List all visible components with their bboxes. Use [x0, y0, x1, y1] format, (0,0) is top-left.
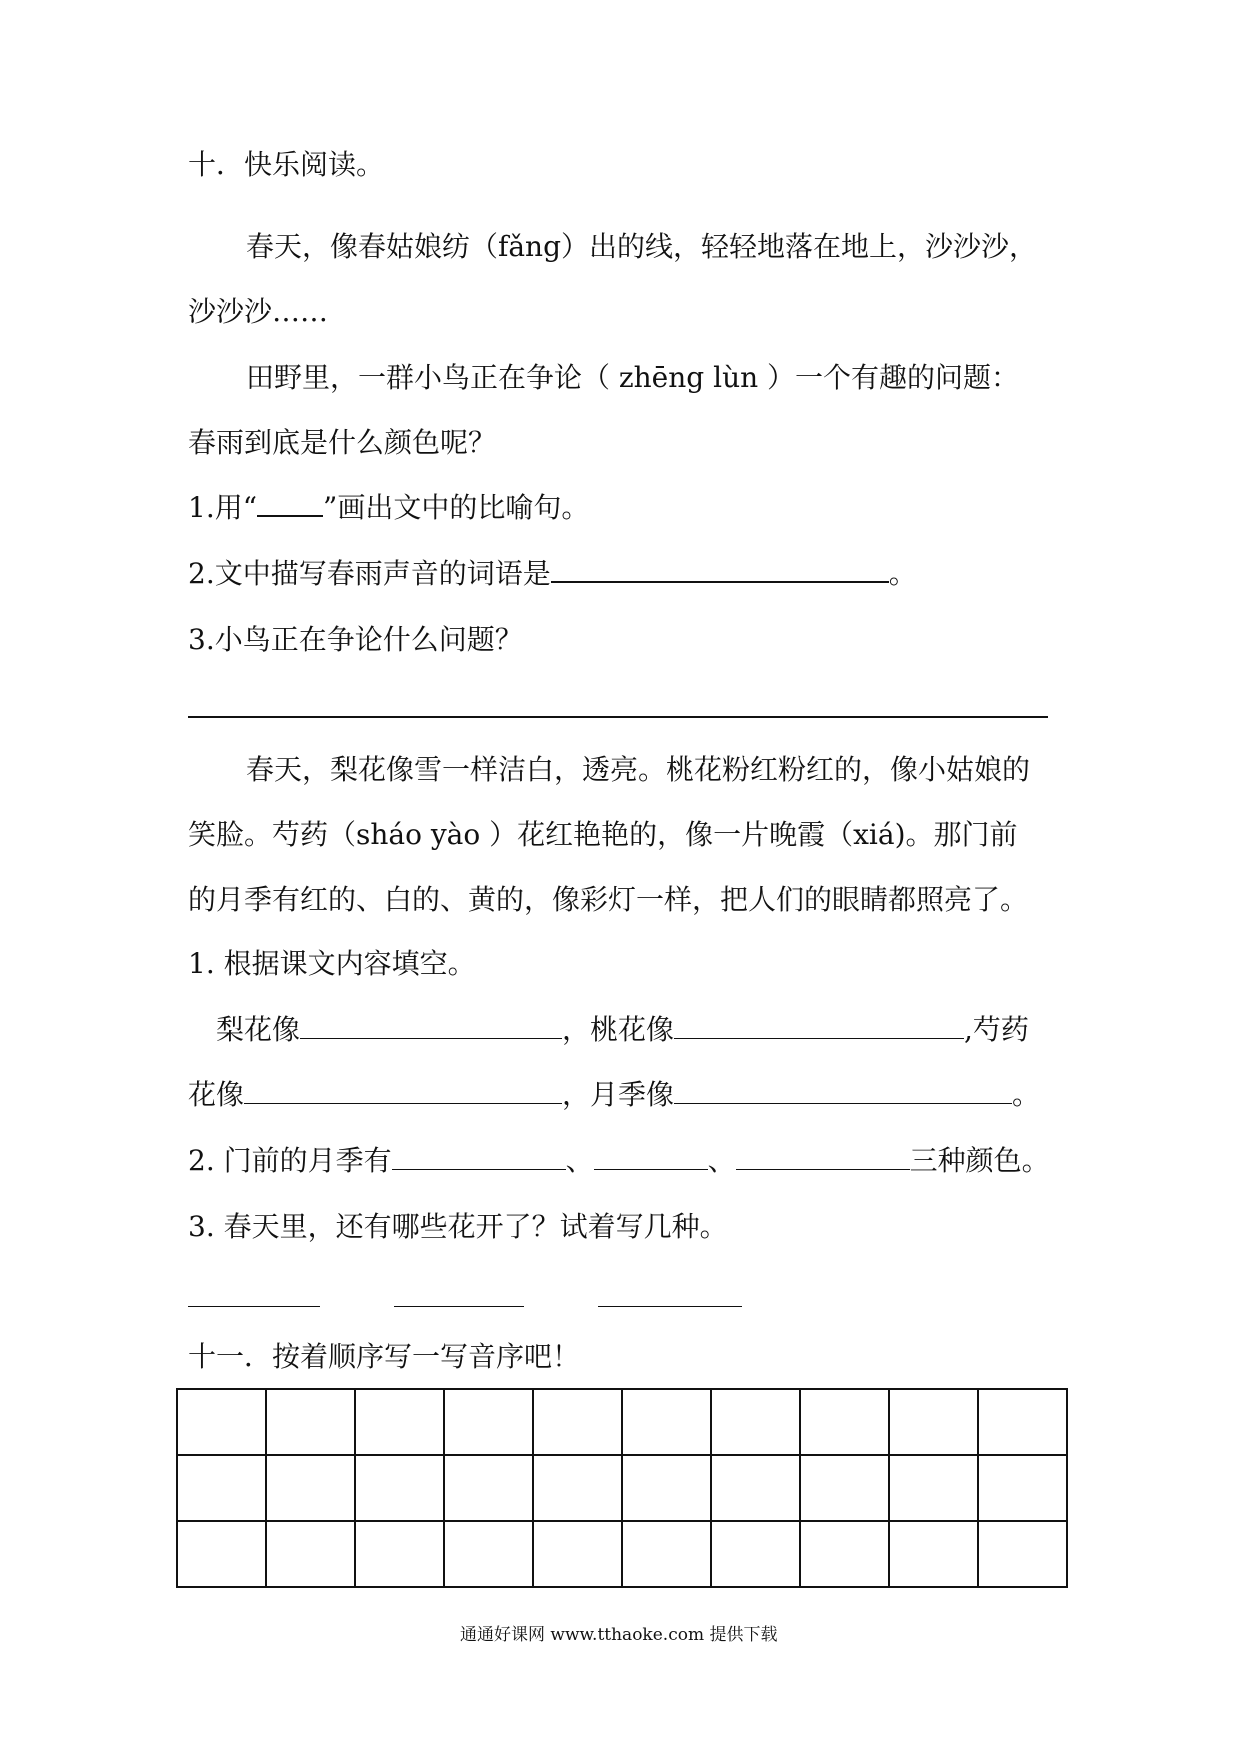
- answer-blank[interactable]: [188, 1306, 320, 1307]
- grid-cell[interactable]: [444, 1389, 533, 1455]
- answer-blank[interactable]: [394, 1306, 524, 1307]
- grid-cell[interactable]: [444, 1455, 533, 1521]
- answer-blank[interactable]: [736, 1147, 910, 1170]
- grid-cell[interactable]: [622, 1521, 711, 1587]
- answer-blank[interactable]: [300, 1016, 562, 1039]
- grid-cell[interactable]: [978, 1521, 1067, 1587]
- grid-cell[interactable]: [711, 1389, 800, 1455]
- grid-cell[interactable]: [177, 1521, 266, 1587]
- fill-row-2-end: 。: [1012, 1078, 1041, 1111]
- grid-cell[interactable]: [622, 1455, 711, 1521]
- grid-cell[interactable]: [711, 1455, 800, 1521]
- underline-sample: [257, 493, 323, 517]
- label-peony-cont: 花像: [188, 1078, 245, 1111]
- grid-cell[interactable]: [978, 1389, 1067, 1455]
- passage1-line3: 田野里，一群小鸟正在争论（ zhēng lùn ）一个有趣的问题：: [246, 361, 1020, 394]
- label-peach: ，桃花像: [562, 1013, 675, 1046]
- p2q2-sep1: 、: [565, 1144, 594, 1177]
- grid-cell[interactable]: [266, 1455, 355, 1521]
- passage1-line2: 沙沙沙……: [188, 295, 329, 328]
- grid-cell[interactable]: [889, 1455, 978, 1521]
- grid-cell[interactable]: [978, 1455, 1067, 1521]
- grid-cell[interactable]: [177, 1455, 266, 1521]
- passage2-line1: 春天，梨花像雪一样洁白，透亮。桃花粉红粉红的，像小姑娘的: [246, 753, 1031, 786]
- answer-blank[interactable]: [674, 1081, 1012, 1104]
- answer-blank[interactable]: [392, 1147, 566, 1170]
- answer-line[interactable]: [188, 716, 1048, 718]
- question-1-prefix: 1.用“: [188, 491, 258, 524]
- grid-cell[interactable]: [177, 1389, 266, 1455]
- label-rose: ，月季像: [562, 1078, 675, 1111]
- p2q2-prefix: 2. 门前的月季有: [188, 1144, 392, 1177]
- passage2-line3: 的月季有红的、白的、黄的，像彩灯一样，把人们的眼睛都照亮了。: [188, 883, 1029, 916]
- passage1-line4: 春雨到底是什么颜色呢？: [188, 426, 497, 459]
- question-3: 3.小鸟正在争论什么问题？: [188, 623, 523, 656]
- passage2-question-3: 3. 春天里，还有哪些花开了？试着写几种。: [188, 1210, 728, 1243]
- p2q2-suffix: 三种颜色。: [909, 1144, 1050, 1177]
- grid-cell[interactable]: [266, 1389, 355, 1455]
- section-11-title: 十一．按着顺序写一写音序吧！: [188, 1340, 581, 1373]
- answer-blank[interactable]: [551, 559, 889, 583]
- grid-cell[interactable]: [355, 1389, 444, 1455]
- grid-cell[interactable]: [889, 1521, 978, 1587]
- answer-blank[interactable]: [674, 1016, 964, 1039]
- grid-cell[interactable]: [800, 1389, 889, 1455]
- passage2-question-2: [188, 1143, 1050, 1179]
- grid-cell[interactable]: [355, 1455, 444, 1521]
- grid-cell[interactable]: [622, 1389, 711, 1455]
- fill-row-1: [216, 1012, 1029, 1048]
- grid-cell[interactable]: [711, 1521, 800, 1587]
- grid-row: [177, 1455, 1067, 1521]
- fill-row-2: [188, 1077, 1040, 1113]
- passage2-line2: 笑脸。芍药（sháo yào ）花红艳艳的，像一片晚霞（xiá)。那门前: [188, 818, 1018, 851]
- passage2-question-1: 1. 根据课文内容填空。: [188, 947, 476, 980]
- grid-cell[interactable]: [355, 1521, 444, 1587]
- answer-blank[interactable]: [594, 1147, 708, 1170]
- question-2-prefix: 2.文中描写春雨声音的词语是: [188, 557, 551, 590]
- grid-cell[interactable]: [533, 1455, 622, 1521]
- grid-row: [177, 1389, 1067, 1455]
- answer-blank[interactable]: [244, 1081, 562, 1104]
- answer-grid: [176, 1388, 1068, 1588]
- question-1: [188, 490, 589, 526]
- grid-cell[interactable]: [444, 1521, 533, 1587]
- grid-cell[interactable]: [889, 1389, 978, 1455]
- question-2: [188, 556, 917, 592]
- grid-cell[interactable]: [800, 1521, 889, 1587]
- label-peony: ,芍药: [964, 1013, 1029, 1046]
- passage1-line1: 春天，像春姑娘纺（fǎng）出的线，轻轻地落在地上，沙沙沙，: [246, 230, 1038, 263]
- grid-row: [177, 1521, 1067, 1587]
- grid-cell[interactable]: [266, 1521, 355, 1587]
- question-2-suffix: 。: [888, 557, 917, 590]
- p2q2-sep2: 、: [707, 1144, 736, 1177]
- grid-cell[interactable]: [533, 1389, 622, 1455]
- answer-blank[interactable]: [598, 1306, 742, 1307]
- grid-cell[interactable]: [800, 1455, 889, 1521]
- label-pear: 梨花像: [216, 1013, 301, 1046]
- section-10-title: 十．快乐阅读。: [188, 148, 385, 181]
- footer-credit: 通通好课网 www.tthaoke.com 提供下载: [460, 1625, 778, 1645]
- grid-cell[interactable]: [533, 1521, 622, 1587]
- question-1-suffix: ”画出文中的比喻句。: [323, 491, 590, 524]
